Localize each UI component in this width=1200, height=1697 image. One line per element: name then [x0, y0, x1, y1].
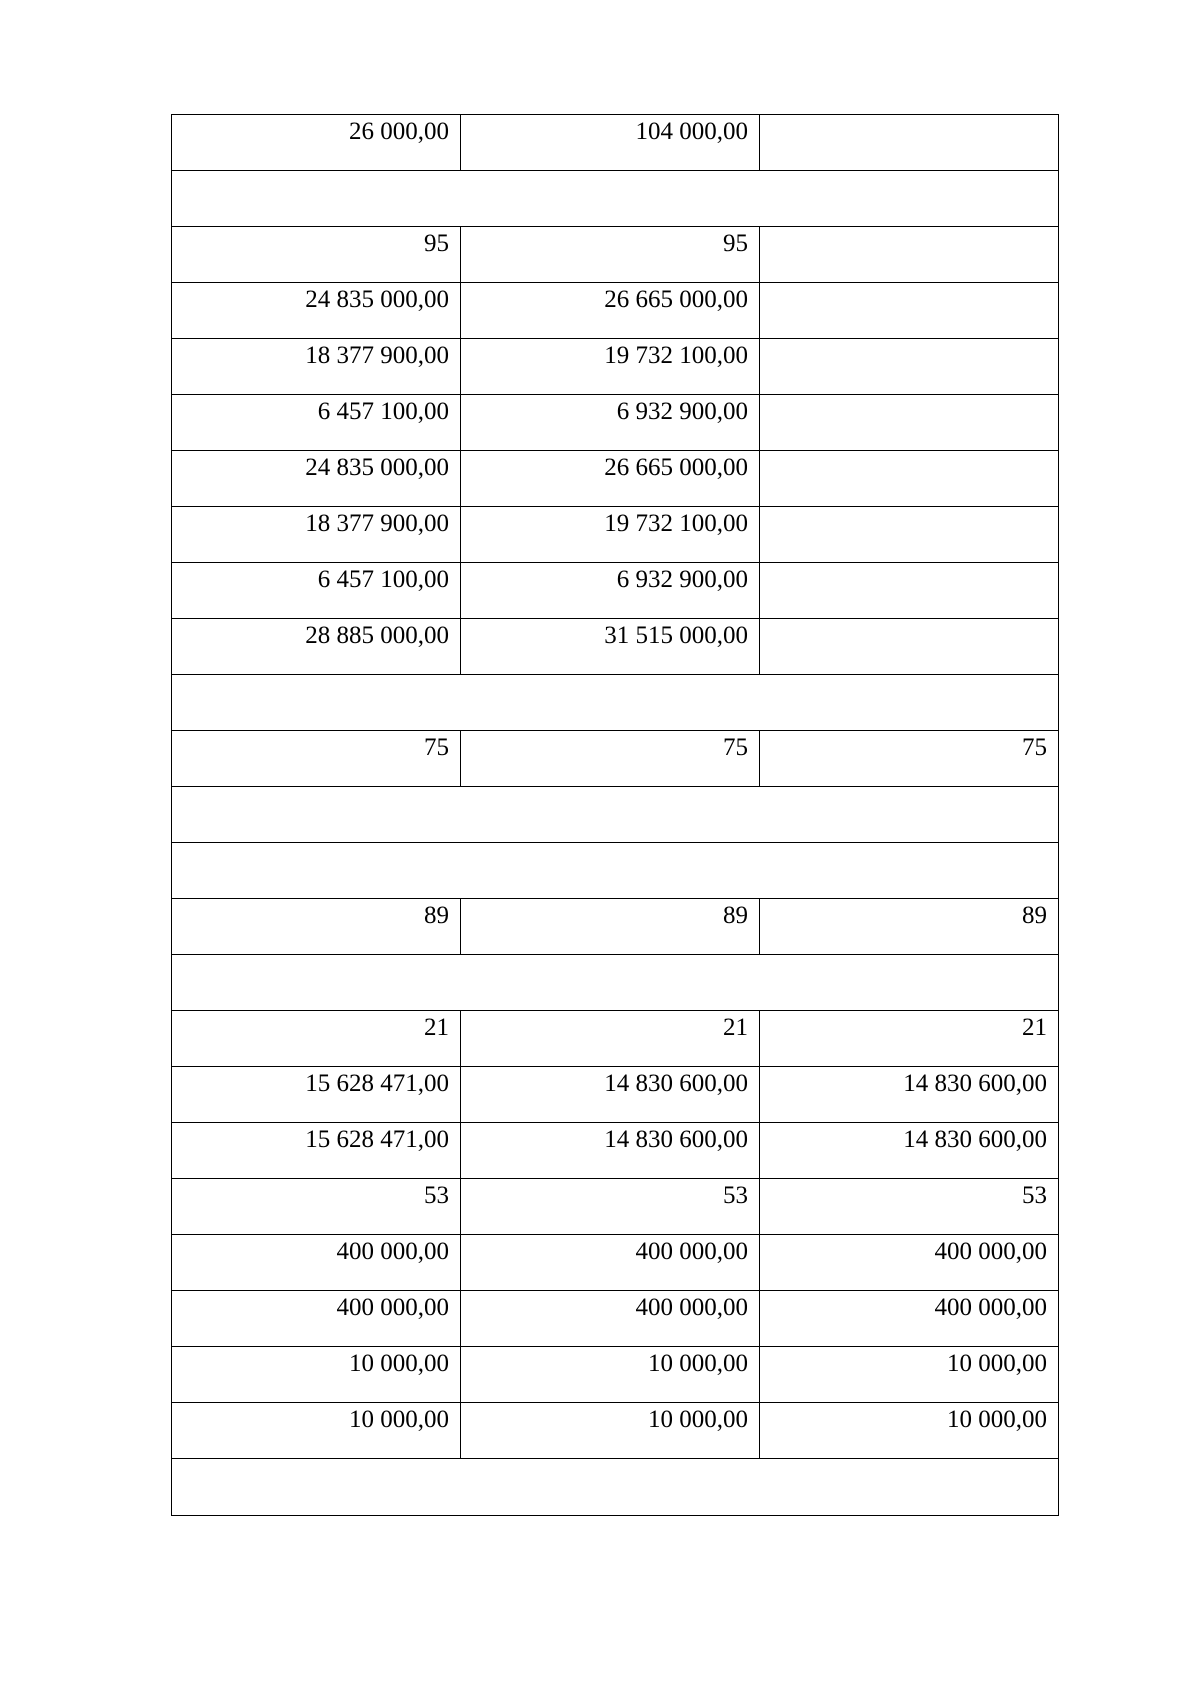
table-cell: 400 000,00 — [760, 1291, 1059, 1347]
table-cell: 26 665 000,00 — [461, 283, 760, 339]
table-cell-merged — [172, 171, 1059, 227]
table-cell: 14 830 600,00 — [760, 1123, 1059, 1179]
table-cell: 10 000,00 — [760, 1403, 1059, 1459]
table-row — [172, 507, 1059, 563]
table-row — [172, 899, 1059, 955]
table-cell — [760, 227, 1059, 283]
table-row — [172, 451, 1059, 507]
table-cell — [760, 451, 1059, 507]
table-row — [172, 339, 1059, 395]
table-cell: 21 — [172, 1011, 461, 1067]
table-row — [172, 283, 1059, 339]
table-cell: 14 830 600,00 — [760, 1067, 1059, 1123]
table-cell: 26 665 000,00 — [461, 451, 760, 507]
table-cell — [760, 283, 1059, 339]
table-cell: 89 — [461, 899, 760, 955]
table-cell: 95 — [461, 227, 760, 283]
table-cell: 53 — [760, 1179, 1059, 1235]
table-row-blank — [172, 843, 1059, 899]
table-cell — [760, 619, 1059, 675]
table-cell: 400 000,00 — [760, 1235, 1059, 1291]
table-cell: 89 — [760, 899, 1059, 955]
table-cell: 400 000,00 — [172, 1291, 461, 1347]
table-row — [172, 227, 1059, 283]
table-cell: 14 830 600,00 — [461, 1067, 760, 1123]
table-cell: 15 628 471,00 — [172, 1123, 461, 1179]
table-row — [172, 1179, 1059, 1235]
table-cell: 75 — [172, 731, 461, 787]
table-cell-merged — [172, 787, 1059, 843]
table-cell — [760, 395, 1059, 451]
table-cell: 26 000,00 — [172, 115, 461, 171]
table-cell: 53 — [461, 1179, 760, 1235]
table-row-blank — [172, 171, 1059, 227]
table-cell: 24 835 000,00 — [172, 283, 461, 339]
table-cell: 21 — [760, 1011, 1059, 1067]
table-cell — [760, 339, 1059, 395]
table-cell: 10 000,00 — [760, 1347, 1059, 1403]
table-cell-merged — [172, 955, 1059, 1011]
table-cell: 18 377 900,00 — [172, 507, 461, 563]
table-cell: 104 000,00 — [461, 115, 760, 171]
table-row — [172, 395, 1059, 451]
table-cell: 24 835 000,00 — [172, 451, 461, 507]
table-cell: 89 — [172, 899, 461, 955]
table-row — [172, 1011, 1059, 1067]
table-cell: 21 — [461, 1011, 760, 1067]
table-cell: 400 000,00 — [461, 1291, 760, 1347]
table-row-blank — [172, 675, 1059, 731]
table-row — [172, 1235, 1059, 1291]
table-cell: 19 732 100,00 — [461, 507, 760, 563]
table-cell: 75 — [461, 731, 760, 787]
table-row — [172, 1403, 1059, 1459]
table-cell: 10 000,00 — [461, 1347, 760, 1403]
table-cell: 6 932 900,00 — [461, 395, 760, 451]
table-cell: 28 885 000,00 — [172, 619, 461, 675]
table-cell: 6 932 900,00 — [461, 563, 760, 619]
budget-table-body — [172, 115, 1059, 1516]
table-row-blank — [172, 955, 1059, 1011]
table-cell: 53 — [172, 1179, 461, 1235]
table-row-blank — [172, 1459, 1059, 1516]
table-row — [172, 1067, 1059, 1123]
table-cell — [760, 507, 1059, 563]
table-row — [172, 563, 1059, 619]
table-cell: 6 457 100,00 — [172, 563, 461, 619]
table-row-blank — [172, 787, 1059, 843]
table-cell: 18 377 900,00 — [172, 339, 461, 395]
table-cell: 400 000,00 — [172, 1235, 461, 1291]
table-cell-merged — [172, 675, 1059, 731]
table-row — [172, 115, 1059, 171]
table-cell: 95 — [172, 227, 461, 283]
table-cell: 400 000,00 — [461, 1235, 760, 1291]
table-row — [172, 1291, 1059, 1347]
budget-table — [171, 114, 1059, 1516]
table-cell: 14 830 600,00 — [461, 1123, 760, 1179]
table-cell: 6 457 100,00 — [172, 395, 461, 451]
table-cell: 15 628 471,00 — [172, 1067, 461, 1123]
table-cell-merged — [172, 843, 1059, 899]
table-row — [172, 1123, 1059, 1179]
table-cell: 75 — [760, 731, 1059, 787]
table-cell: 10 000,00 — [461, 1403, 760, 1459]
table-row — [172, 619, 1059, 675]
table-cell: 10 000,00 — [172, 1347, 461, 1403]
table-cell — [760, 563, 1059, 619]
table-cell: 31 515 000,00 — [461, 619, 760, 675]
table-cell: 19 732 100,00 — [461, 339, 760, 395]
table-cell-merged — [172, 1459, 1059, 1516]
table-row — [172, 1347, 1059, 1403]
table-cell: 10 000,00 — [172, 1403, 461, 1459]
table-row — [172, 731, 1059, 787]
table-cell — [760, 115, 1059, 171]
